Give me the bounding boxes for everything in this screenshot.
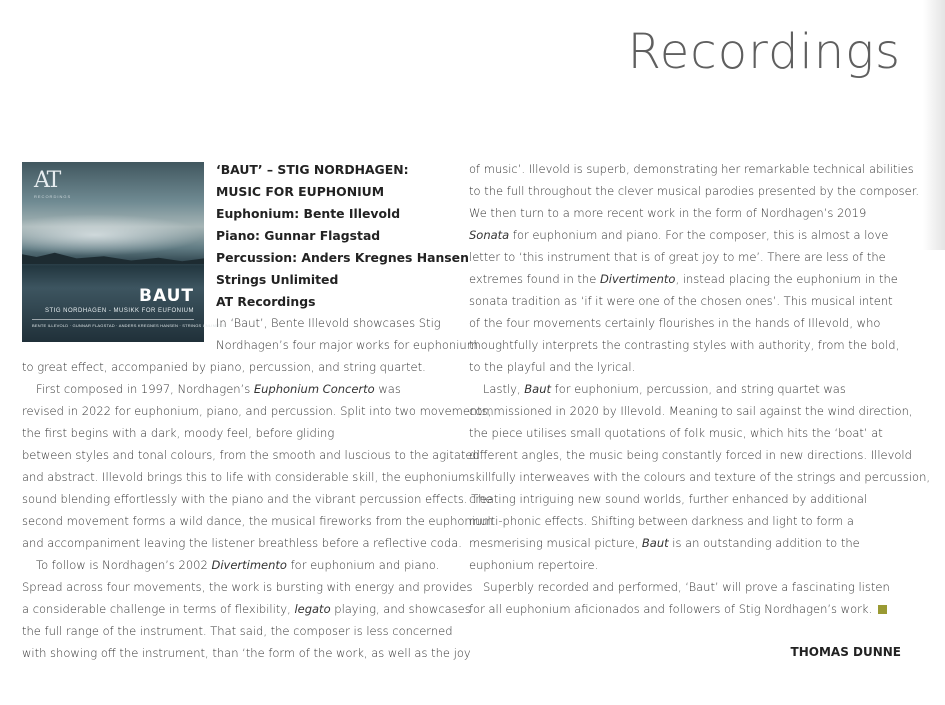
- review-line: mesmerising musical picture, Baut is an outstanding addition to the: [469, 536, 860, 550]
- review-column-right: [469, 158, 931, 620]
- review-line: between styles and tonal colours, from the smooth and luscious to the agitated: [22, 448, 480, 462]
- review-line: euphonium repertoire.: [469, 558, 599, 572]
- review-line: extremes found in the Divertimento, instead placing the euphonium in the: [469, 272, 898, 286]
- review-line: sound blending effortlessly with the piano and the vibrant percussion effects. The: [22, 492, 493, 506]
- review-line: of music’. Illevold is superb, demonstrating her remarkable technical abilities: [469, 162, 914, 176]
- review-line: sonata tradition as ‘if it were one of the chosen ones’. This musical intent: [469, 294, 893, 308]
- work-title-concerto: Euphonium Concerto: [253, 382, 375, 396]
- review-line: the piece utilises small quotations of folk music, which hits the ‘boat’ at: [469, 426, 883, 440]
- review-column-left: [22, 312, 494, 664]
- work-title-sonata: Sonata: [469, 228, 510, 242]
- author-byline: THOMAS DUNNE: [790, 645, 901, 659]
- review-line: To follow is Nordhagen’s 2002 Divertimento for euphonium and piano.: [36, 558, 440, 572]
- credit-title: ‘BAUT’ – STIG NORDHAGEN:: [216, 162, 409, 177]
- review-line: different angles, the music being constantly forced in new directions. Illevold: [469, 448, 912, 462]
- review-line: and accompaniment leaving the listener breathless before a reflective coda.: [22, 536, 462, 550]
- section-title: Recordings: [627, 24, 901, 80]
- review-line: We then turn to a more recent work in the form of Nordhagen’s 2019: [469, 206, 867, 220]
- review-line: Sonata for euphonium and piano. For the composer, this is almost a love: [469, 228, 889, 242]
- cover-sky-haze: [22, 214, 204, 256]
- work-title-divertimento: Divertimento: [211, 558, 287, 572]
- review-line: Superbly recorded and performed, ‘Baut’ will prove a fascinating listen: [483, 580, 890, 594]
- review-line: Spread across four movements, the work is bursting with energy and provides: [22, 580, 473, 594]
- work-title-baut: Baut: [524, 382, 552, 396]
- review-line: with showing off the instrument, than ‘the form of the work, as well as the joy: [22, 646, 471, 660]
- review-line: First composed in 1997, Nordhagen’s Euphonium Concerto was: [36, 382, 401, 396]
- review-line: thoughtfully interprets the contrasting styles with authority, from the bold,: [469, 338, 900, 352]
- cover-subtitle: STIG NORDHAGEN - MUSIKK FOR EUFONIUM: [44, 308, 194, 314]
- review-line: and abstract. Illevold brings this to life with considerable skill, the euphonium: [22, 470, 470, 484]
- review-line: second movement forms a wild dance, the musical fireworks from the euphonium: [22, 514, 494, 528]
- credit-label: AT Recordings: [216, 294, 316, 309]
- term-legato: legato: [294, 602, 331, 616]
- work-title-baut: Baut: [641, 536, 669, 550]
- review-line: of the four movements certainly flourishes in the hands of Illevold, who: [469, 316, 881, 330]
- cover-performers: BENTE ILLEVOLD · GUNNAR FLAGSTAD · ANDERS KREGNES HANSEN · STRINGS UNLIMITED: [32, 323, 227, 328]
- album-credits: [216, 159, 469, 313]
- label-logo: AT: [34, 168, 60, 193]
- credit-subtitle: MUSIC FOR EUPHONIUM: [216, 184, 385, 199]
- review-line: Lastly, Baut for euphonium, percussion, and string quartet was: [483, 382, 846, 396]
- review-line: the full range of the instrument. That said, the composer is less concerned: [22, 624, 453, 638]
- credit-strings: Strings Unlimited: [216, 272, 339, 287]
- credit-piano: Piano: Gunnar Flagstad: [216, 228, 381, 243]
- review-line: In ‘Baut’, Bente Illevold showcases Stig: [216, 316, 441, 330]
- credit-percussion: Percussion: Anders Kregnes Hansen: [216, 250, 469, 265]
- review-line: Nordhagen’s four major works for euphonium: [216, 338, 478, 352]
- review-line: creating intriguing new sound worlds, further enhanced by additional: [469, 492, 868, 506]
- label-logo-sub: RECORDINGS: [34, 194, 72, 199]
- page-edge-shadow: [923, 0, 945, 250]
- review-line: to great effect, accompanied by piano, percussion, and string quartet.: [22, 360, 426, 374]
- review-line: skillfully interweaves with the colours and texture of the strings and percussion,: [469, 470, 931, 484]
- review-line: a considerable challenge in terms of flexibility, legato playing, and showcases: [22, 602, 471, 616]
- review-line: commissioned in 2020 by Illevold. Meaning to sail against the wind direction,: [469, 404, 913, 418]
- review-line: multi-phonic effects. Shifting between darkness and light to form a: [469, 514, 854, 528]
- review-line: letter to ‘this instrument that is of great joy to me’. There are less of the: [469, 250, 886, 264]
- review-line: the first begins with a dark, moody feel, before gliding: [22, 426, 335, 440]
- credit-euphonium: Euphonium: Bente Illevold: [216, 206, 401, 221]
- review-line: to the playful and the lyrical.: [469, 360, 636, 374]
- work-title-divertimento: Divertimento: [599, 272, 676, 286]
- review-line: revised in 2022 for euphonium, piano, and percussion. Split into two movements,: [22, 404, 492, 418]
- review-line: for all euphonium aficionados and followers of Stig Nordhagen’s work.: [469, 598, 909, 620]
- end-square-icon: [878, 605, 887, 614]
- review-line: to the full throughout the clever musical parodies presented by the composer.: [469, 184, 920, 198]
- cover-album-title: BAUT: [139, 286, 194, 306]
